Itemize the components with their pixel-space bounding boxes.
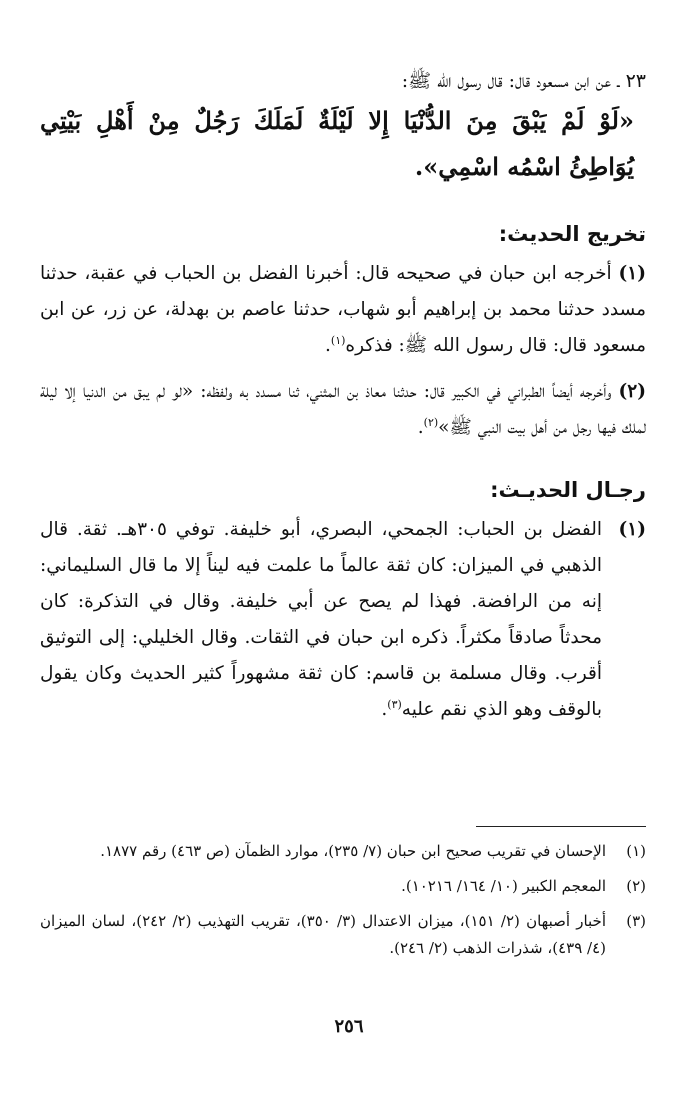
narrator-entry-1 [40, 512, 646, 728]
takhrij-paragraph-2 [40, 374, 646, 446]
hadith-header: ٢٣ ـ عن ابن مسعود قال: قال رسول الله ﷺ: [401, 70, 646, 92]
footnote-ref-3: (٣) [387, 697, 402, 711]
footnote-3 [40, 908, 646, 962]
footnote-divider [476, 826, 646, 827]
footnote-1 [40, 838, 646, 865]
takhrij-paragraph-1-number: (١) [618, 263, 646, 284]
page-number: ٢٥٦ [334, 1016, 364, 1037]
footnote-ref-1: (١) [330, 333, 346, 347]
footnote-3-text: أخبار أصبهان (٢/ ١٥١)، ميزان الاعتدال (٣/ ٣٥٠)، تقريب التهذيب (٢/ ٢٤٢)، لسان الميزان (٤/ ٤٣٩)، شذرات الذهب (٢/ ٢٤٦). [40, 912, 606, 957]
footnotes [40, 838, 646, 970]
takhrij-title: تخريج الحديث: [498, 222, 646, 246]
takhrij-paragraph-2-end: . [417, 417, 424, 438]
narrator-entry-1-text-wrap [40, 512, 602, 728]
hadith-text: «لَوْ لَمْ يَبْقَ مِنَ الدُّنْيَا إِلا لَيْلَةٌ لَمَلَكَ رَجُلٌ مِنْ أَهْلِ بَيْتِي يُوَاطِئُ اسْمُه اسْمِي». [40, 106, 634, 181]
takhrij-paragraph-2-text: وأخرجه أيضاً الطبراني في الكبير قال: حدثنا معاذ بن المثني، ثنا مسدد به ولفظه: «لو لم يبق من الدنيا إلا ليلة لملك فيها رجل من أهل بيت النبي ﷺ» [40, 381, 646, 438]
narrator-entry-1-end: . [381, 699, 388, 720]
takhrij-paragraph-1 [40, 256, 646, 364]
footnote-2 [40, 873, 646, 900]
footnote-3-number: (٣) [626, 912, 646, 930]
takhrij-paragraph-1-text: أخرجه ابن حبان في صحيحه قال: أخبرنا الفضل بن الحباب في عقبة، حدثنا مسدد حدثنا محمد بن إبراهيم أبو شهاب، حدثنا عاصم بن بهدلة، عن زر، عن ابن مسعود قال: قال رسول الله ﷺ: فذكره [40, 263, 646, 356]
footnote-ref-2: (٢) [423, 415, 439, 429]
footnote-2-number: (٢) [626, 877, 646, 895]
narrator-entry-1-number: (١) [618, 519, 646, 540]
rijal-title: رجـال الحديـث: [490, 478, 646, 502]
takhrij-paragraph-2-number: (٢) [618, 381, 646, 402]
takhrij-paragraph-1-end: . [325, 335, 331, 356]
footnote-2-text: المعجم الكبير (١٠/ ١٦٤/ ١٠٢١٦). [401, 877, 606, 895]
footnote-1-text: الإحسان في تقريب صحيح ابن حبان (٧/ ٢٣٥)، موارد الظمآن (ص ٤٦٣) رقم ١٨٧٧. [100, 842, 606, 860]
page-body [40, 66, 646, 728]
narrator-entry-1-text: الفضل بن الحباب: الجمحي، البصري، أبو خليفة. توفي ٣٠٥هـ. ثقة. قال الذهبي في الميزان: كان ثقة عالماً ما علمت فيه ليناً إلا ما قال السليماني: إنه من الرافضة. فهذا لم يصح عن أبي خليفة. وقال في التذكرة: كان محدثاً صادقاً مكثراً. ذكره ابن حبان في الثقات. وقال الخليلي: إلى التوثيق أقرب. وقال مسلمة بن قاسم: كان ثقة مشهوراً كثير الحديث وكان يقول بالوقف وهو الذي نقم عليه [40, 519, 602, 720]
footnote-1-number: (١) [626, 842, 646, 860]
